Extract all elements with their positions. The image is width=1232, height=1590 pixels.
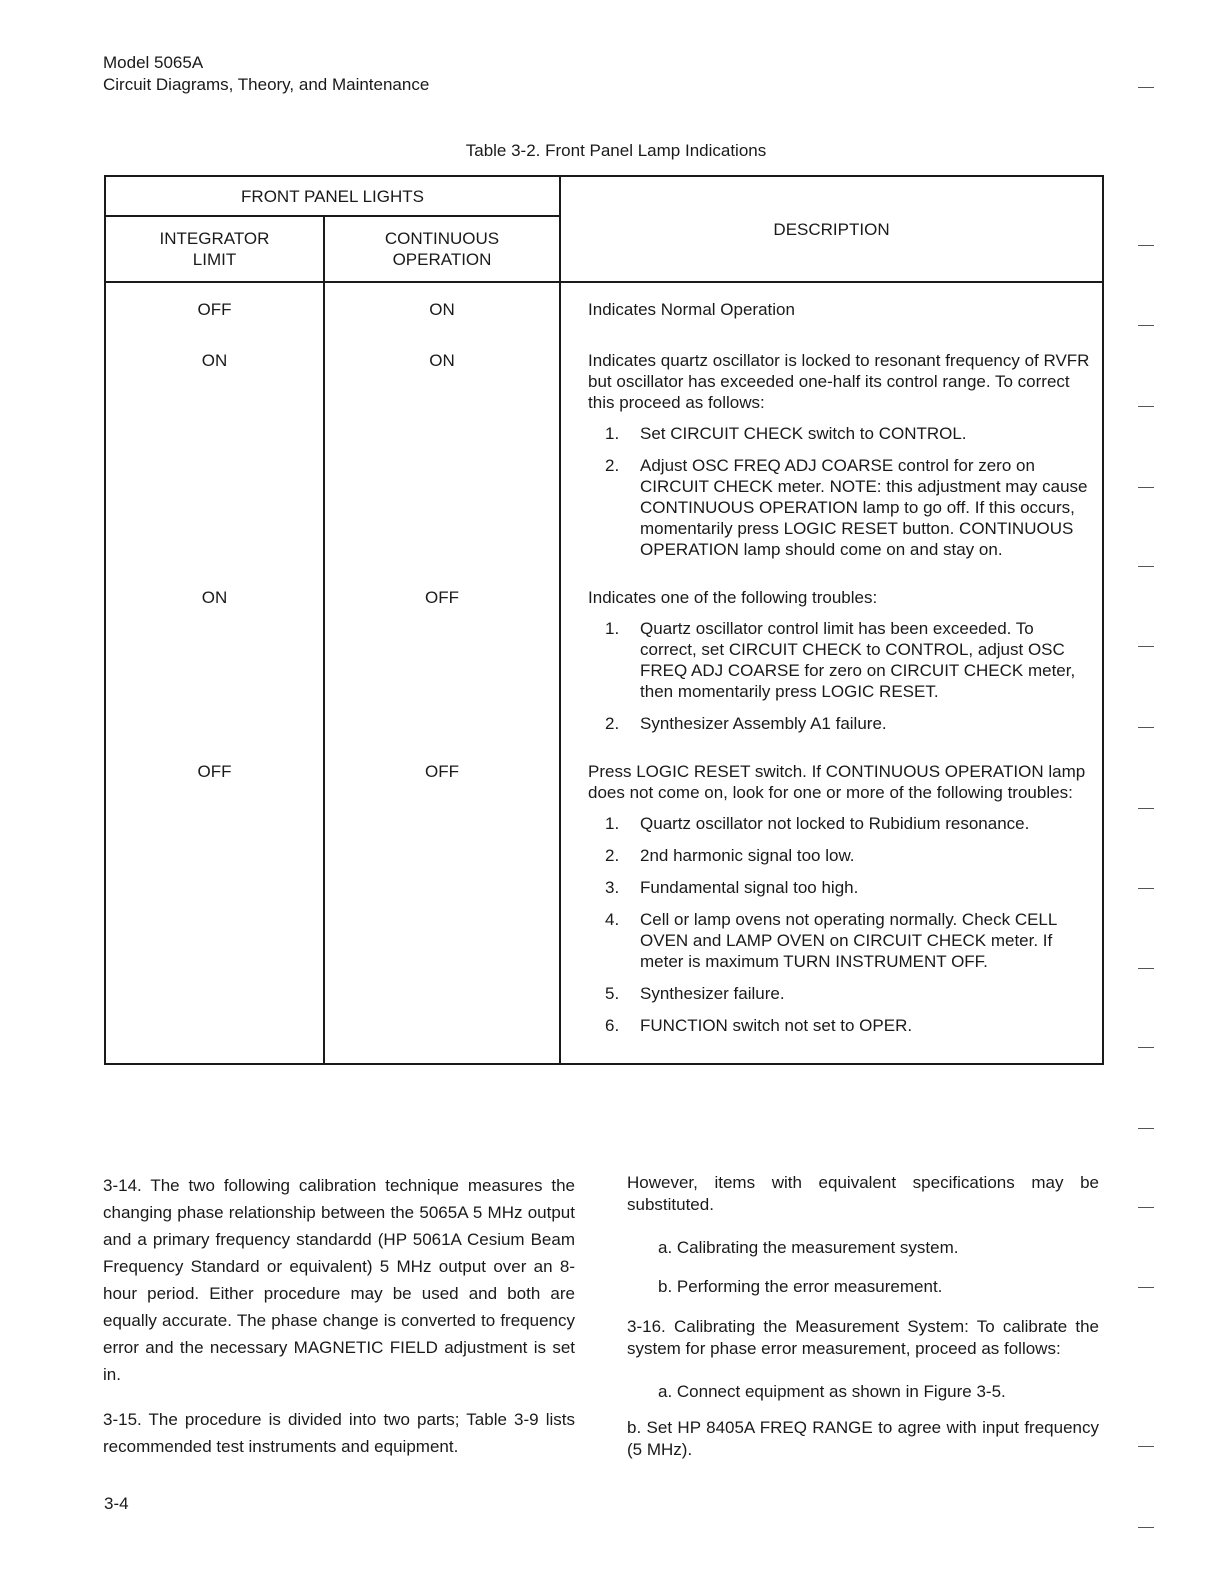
table-row [105, 571, 1103, 745]
description-cell [560, 282, 1103, 334]
step-number: 2. [605, 714, 620, 733]
step-number: 3. [605, 878, 620, 897]
step-number: 1. [605, 424, 620, 443]
margin-mark [1138, 968, 1154, 969]
page-number: 3-4 [104, 1494, 129, 1513]
margin-mark [1138, 808, 1154, 809]
continuous-operation-header [324, 216, 560, 282]
step-text: 2nd harmonic signal too low. [640, 846, 855, 865]
description-lead: Indicates quartz oscillator is locked to resonant frequency of RVFR but oscillator has exceeded one-half its control range. To correct this proceed as follows: [588, 351, 1090, 412]
header-line: LIMIT [192, 250, 237, 269]
step-number: 1. [605, 814, 620, 833]
step-list [588, 423, 1092, 560]
list-item [588, 877, 1092, 898]
list-item [596, 1417, 1099, 1461]
list-item [588, 713, 1092, 734]
body-left-column [103, 1172, 575, 1478]
margin-mark [1138, 1446, 1154, 1447]
paragraph-3-16: 3-16. Calibrating the Measurement System: To calibrate the system for phase error measurement, proceed as follows: [627, 1317, 1099, 1358]
paragraph-3-15-continued: However, items with equivalent specifications may be substituted. [627, 1173, 1099, 1214]
step-number: 4. [605, 910, 620, 929]
integrator-limit-cell: ON [105, 571, 324, 745]
continuous-operation-cell: OFF [324, 571, 560, 745]
margin-mark [1138, 406, 1154, 407]
list-item: a. Calibrating the measurement system. [658, 1238, 959, 1257]
manual-subtitle: Circuit Diagrams, Theory, and Maintenance [103, 75, 430, 94]
list-item [588, 618, 1092, 702]
page-header [103, 52, 429, 96]
description-cell [560, 334, 1103, 571]
list-item: a. Connect equipment as shown in Figure 3-5. [658, 1382, 1006, 1401]
margin-mark [1138, 727, 1154, 728]
margin-mark [1138, 566, 1154, 567]
step-text: Quartz oscillator not locked to Rubidium resonance. [640, 814, 1030, 833]
margin-mark [1138, 1287, 1154, 1288]
description-lead: Press LOGIC RESET switch. If CONTINUOUS OPERATION lamp does not come on, look for one or more of the following troubles: [588, 762, 1086, 802]
margin-mark [1138, 325, 1154, 326]
continuous-operation-cell: OFF [324, 745, 560, 1064]
description-lead: Indicates Normal Operation [588, 300, 795, 319]
integrator-limit-header [105, 216, 324, 282]
front-panel-lights-header: FRONT PANEL LIGHTS [105, 176, 560, 216]
integrator-limit-cell: OFF [105, 745, 324, 1064]
step-text: Cell or lamp ovens not operating normally. Check CELL OVEN and LAMP OVEN on CIRCUIT CHECK meter. If meter is maximum TURN INSTRUMENT OFF. [640, 910, 1057, 971]
margin-mark [1138, 1047, 1154, 1048]
margin-mark [1138, 1128, 1154, 1129]
margin-mark [1138, 1527, 1154, 1528]
list-item [588, 423, 1092, 444]
list-item [588, 1015, 1092, 1036]
description-cell [560, 571, 1103, 745]
step-text: Quartz oscillator control limit has been exceeded. To correct, set CIRCUIT CHECK to CONTROL, adjust OSC FREQ ADJ COARSE for zero on CIRCUIT CHECK meter, then momentarily press LOGIC RESET. [640, 619, 1076, 701]
margin-mark [1138, 487, 1154, 488]
margin-mark [1138, 888, 1154, 889]
list-item [588, 983, 1092, 1004]
step-text: FUNCTION switch not set to OPER. [640, 1016, 913, 1035]
step-text: Adjust OSC FREQ ADJ COARSE control for zero on CIRCUIT CHECK meter. NOTE: this adjustment may cause CONTINUOUS OPERATION lamp to go off. If this occurs, momentarily press LOGIC RESET button. CONTINUOUS OPERATION lamp should come on and stay on. [640, 456, 1088, 559]
margin-mark [1138, 646, 1154, 647]
step-text: Fundamental signal too high. [640, 878, 859, 897]
step-text: Synthesizer Assembly A1 failure. [640, 714, 887, 733]
header-line: CONTINUOUS [384, 229, 500, 248]
margin-mark [1138, 245, 1154, 246]
lamp-indications-table [104, 175, 1104, 1065]
integrator-limit-cell: OFF [105, 282, 324, 334]
body-right-column [627, 1172, 1099, 1473]
step-list [588, 618, 1092, 734]
list-item [588, 455, 1092, 560]
table-caption: Table 3-2. Front Panel Lamp Indications [465, 141, 767, 160]
header-line: INTEGRATOR [159, 229, 270, 248]
continuous-operation-cell: ON [324, 334, 560, 571]
table-row [105, 745, 1103, 1064]
step-number: 2. [605, 456, 620, 475]
step-number: 2. [605, 846, 620, 865]
step-number: 6. [605, 1016, 620, 1035]
paragraph-3-14: 3-14. The two following calibration technique measures the changing phase relationship between the 5065A 5 MHz output and a primary frequency standardd (HP 5061A Cesium Beam Frequency Standard or equivalent) 5 MHz output over an 8-hour period. Either procedure may be used and both are equally accurate. The phase change is converted to frequency error and the necessary MAGNETIC FIELD adjustment is set in. [103, 1176, 575, 1384]
list-item [588, 845, 1092, 866]
paragraph-3-15: 3-15. The procedure is divided into two parts; Table 3-9 lists recommended test instruments and equipment. [103, 1410, 575, 1456]
step-number: 1. [605, 619, 620, 638]
step-text: Synthesizer failure. [640, 984, 785, 1003]
list-item: b. Performing the error measurement. [658, 1277, 943, 1296]
description-header: DESCRIPTION [560, 176, 1103, 282]
margin-mark [1138, 1207, 1154, 1208]
step-number: 5. [605, 984, 620, 1003]
integrator-limit-cell: ON [105, 334, 324, 571]
list-item [588, 909, 1092, 972]
continuous-operation-cell: ON [324, 282, 560, 334]
table-row [105, 334, 1103, 571]
table-row [105, 282, 1103, 334]
description-cell [560, 745, 1103, 1064]
margin-mark [1138, 87, 1154, 88]
step-text: Set CIRCUIT CHECK switch to CONTROL. [640, 424, 967, 443]
model-label: Model 5065A [103, 53, 204, 72]
list-item [588, 813, 1092, 834]
header-line: OPERATION [392, 250, 492, 269]
list-item-text: b. Set HP 8405A FREQ RANGE to agree with input frequency (5 MHz). [627, 1418, 1099, 1459]
step-list [588, 813, 1092, 1036]
description-lead: Indicates one of the following troubles: [588, 588, 878, 607]
